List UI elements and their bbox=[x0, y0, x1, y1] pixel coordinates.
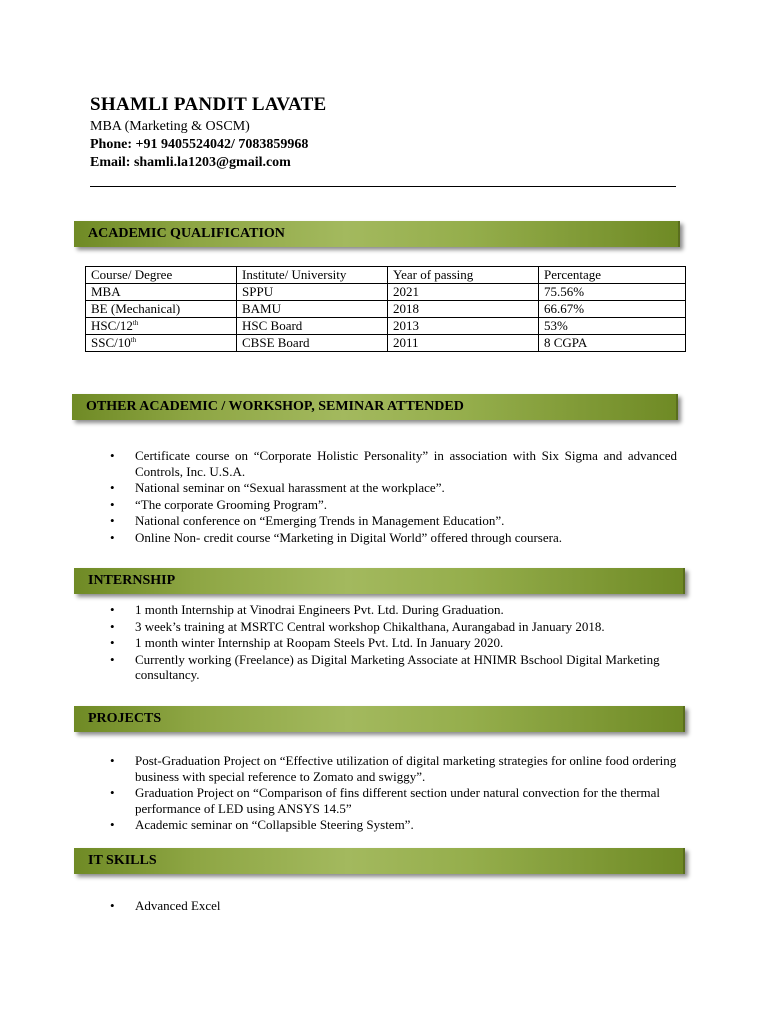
section-other-heading: OTHER ACADEMIC / WORKSHOP, SEMINAR ATTENDED bbox=[72, 394, 678, 420]
list-item bbox=[90, 817, 677, 833]
table-cell: BE (Mechanical) bbox=[86, 301, 237, 318]
academic-table bbox=[85, 266, 686, 352]
table-cell: BAMU bbox=[237, 301, 388, 318]
list-item bbox=[90, 448, 677, 479]
list-item bbox=[90, 480, 677, 496]
section-academic-heading: ACADEMIC QUALIFICATION bbox=[74, 221, 680, 247]
other-list bbox=[90, 448, 677, 546]
candidate-phone: Phone: +91 9405524042/ 7083859968 bbox=[90, 137, 309, 152]
table-header-row bbox=[86, 267, 686, 284]
bullet-icon: • bbox=[110, 448, 115, 463]
table-cell-text: SSC/10 bbox=[91, 335, 131, 350]
list-item-text: 1 month winter Internship at Roopam Steels Pvt. Ltd. In January 2020. bbox=[135, 635, 504, 650]
table-header-cell: Year of passing bbox=[388, 267, 539, 284]
table-cell: 2011 bbox=[388, 335, 539, 352]
table-cell: HSC Board bbox=[237, 318, 388, 335]
list-item bbox=[90, 602, 677, 618]
table-row bbox=[86, 335, 686, 352]
table-cell: 53% bbox=[539, 318, 686, 335]
table-row bbox=[86, 301, 686, 318]
table-cell bbox=[86, 335, 237, 352]
table-cell: 2013 bbox=[388, 318, 539, 335]
list-item-text: Advanced Excel bbox=[135, 898, 221, 913]
table-cell-text: HSC/12 bbox=[91, 318, 133, 333]
list-item-text: 3 week’s training at MSRTC Central workshop Chikalthana, Aurangabad in January 2018. bbox=[135, 618, 605, 634]
table-row bbox=[86, 284, 686, 301]
header-divider bbox=[90, 186, 676, 187]
list-item-text: National conference on “Emerging Trends in Management Education”. bbox=[135, 513, 505, 528]
list-item bbox=[90, 652, 677, 683]
bullet-icon: • bbox=[110, 529, 115, 545]
bullet-icon: • bbox=[110, 513, 115, 528]
bullet-icon: • bbox=[110, 753, 115, 768]
table-cell: 66.67% bbox=[539, 301, 686, 318]
bullet-icon: • bbox=[110, 496, 115, 512]
table-cell bbox=[86, 318, 237, 335]
table-cell: 2018 bbox=[388, 301, 539, 318]
table-header-cell: Institute/ University bbox=[237, 267, 388, 284]
list-item-text: National seminar on “Sexual harassment at the workplace”. bbox=[135, 480, 445, 495]
list-item bbox=[90, 497, 677, 513]
list-item bbox=[90, 898, 677, 914]
table-cell: CBSE Board bbox=[237, 335, 388, 352]
list-item-text: 1 month Internship at Vinodrai Engineers Pvt. Ltd. During Graduation. bbox=[135, 602, 504, 617]
bullet-icon: • bbox=[110, 651, 115, 667]
bullet-icon: • bbox=[110, 618, 115, 634]
list-item-text: Post-Graduation Project on “Effective utilization of digital marketing strategies for online food ordering business with special reference to Zomato and swiggy”. bbox=[135, 753, 677, 784]
candidate-name: SHAMLI PANDIT LAVATE bbox=[90, 94, 327, 115]
list-item-text: Currently working (Freelance) as Digital Marketing Associate at HNIMR Bschool Digital Marketing consultancy. bbox=[135, 651, 660, 682]
section-internship-heading: INTERNSHIP bbox=[74, 568, 685, 594]
table-header-cell: Course/ Degree bbox=[86, 267, 237, 284]
list-item bbox=[90, 619, 677, 635]
bullet-icon: • bbox=[110, 817, 115, 832]
table-cell: 8 CGPA bbox=[539, 335, 686, 352]
candidate-email: Email: shamli.la1203@gmail.com bbox=[90, 155, 291, 170]
list-item bbox=[90, 753, 677, 784]
candidate-degree: MBA (Marketing & OSCM) bbox=[90, 119, 250, 134]
list-item-text: Online Non- credit course “Marketing in Digital World” offered through coursera. bbox=[135, 529, 562, 545]
table-row bbox=[86, 318, 686, 335]
list-item bbox=[90, 513, 677, 529]
superscript: th bbox=[132, 319, 139, 327]
list-item bbox=[90, 530, 677, 546]
table-header-cell: Percentage bbox=[539, 267, 686, 284]
projects-list bbox=[90, 753, 677, 834]
section-it-skills-heading: IT SKILLS bbox=[74, 848, 685, 874]
list-item-text: Graduation Project on “Comparison of fins different section under natural convection for the thermal performance of LED using ANSYS 14.5” bbox=[135, 785, 661, 816]
table-cell: 75.56% bbox=[539, 284, 686, 301]
list-item-text: “The corporate Grooming Program”. bbox=[135, 496, 328, 512]
list-item bbox=[90, 635, 677, 651]
table-cell: SPPU bbox=[237, 284, 388, 301]
bullet-icon: • bbox=[110, 898, 115, 913]
list-item-text: Certificate course on “Corporate Holistic Personality” in association with Six Sigma and advanced Controls, Inc. U.S.A. bbox=[135, 448, 677, 479]
it-skills-list bbox=[90, 898, 677, 915]
internship-list bbox=[90, 602, 677, 684]
bullet-icon: • bbox=[110, 602, 115, 617]
bullet-icon: • bbox=[110, 635, 115, 650]
section-projects-heading: PROJECTS bbox=[74, 706, 685, 732]
superscript: th bbox=[130, 336, 137, 344]
table-cell: MBA bbox=[86, 284, 237, 301]
list-item-text: Academic seminar on “Collapsible Steering System”. bbox=[135, 817, 414, 832]
bullet-icon: • bbox=[110, 785, 115, 800]
table-cell: 2021 bbox=[388, 284, 539, 301]
list-item bbox=[90, 785, 677, 816]
bullet-icon: • bbox=[110, 480, 115, 495]
